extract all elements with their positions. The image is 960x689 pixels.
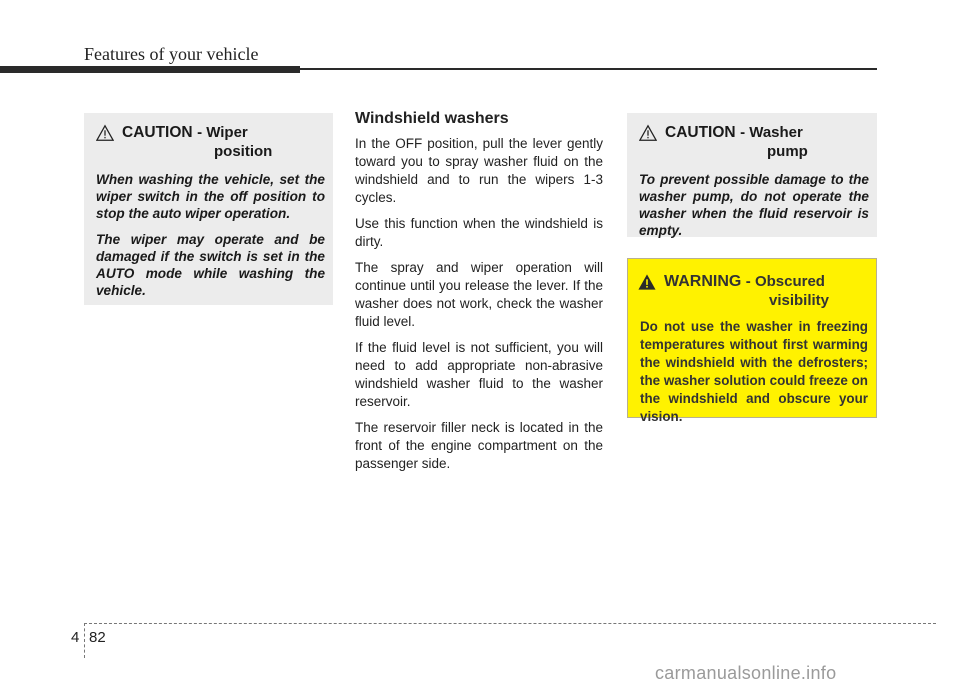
caution-pump-box [627, 113, 877, 237]
article-paragraph-3: The spray and wiper operation will continue until you release the lever. If the washer does not work, check the washer fluid level. [355, 260, 603, 329]
caution-triangle-icon [96, 124, 114, 142]
section-number: 4 [71, 629, 80, 646]
warning-heading [640, 272, 868, 310]
header-title: Features of your vehicle [84, 44, 259, 64]
caution-topic: - Washer [740, 124, 803, 141]
article-paragraph-5: The reservoir filler neck is located in the front of the engine compartment on the passenger side. [355, 420, 603, 471]
warning-paragraph: Do not use the washer in freezing temperatures without first warming the windshield with the defrosters; the washer solution could freeze on the windshield and obscure your vision. [640, 319, 868, 424]
caution-pump-heading [639, 123, 869, 161]
caution-topic-line2: position [214, 143, 273, 160]
header-rule-thin [300, 68, 877, 70]
footer-divider [84, 623, 85, 658]
warning-topic-line2: visibility [769, 292, 830, 309]
caution-topic: - Wiper [197, 124, 248, 141]
caution-pump-paragraph: To prevent possible damage to the washer pump, do not operate the washer when the fluid reservoir is empty. [639, 172, 869, 238]
caution-wiper-heading [96, 123, 325, 161]
page-number: 82 [89, 629, 106, 646]
caution-wiper-paragraph-2: The wiper may operate and be damaged if the switch is set in the AUTO mode while washing the vehicle. [96, 232, 325, 298]
watermark: carmanualsonline.info [655, 663, 837, 683]
header-rule-thick [0, 66, 300, 73]
warning-triangle-icon [638, 273, 656, 291]
caution-keyword: CAUTION [122, 124, 193, 141]
caution-wiper-box [84, 113, 333, 305]
header-rule [0, 66, 877, 73]
warning-visibility-box [627, 258, 877, 424]
windshield-washers-article [355, 135, 603, 481]
warning-topic: - Obscured [745, 273, 825, 290]
caution-keyword: CAUTION [665, 124, 736, 141]
article-paragraph-4: If the fluid level is not sufficient, you will need to add appropriate non-abrasive windshield washer fluid to the washer reservoir. [355, 340, 603, 409]
caution-topic-line2: pump [767, 143, 808, 160]
caution-wiper-paragraph-1: When washing the vehicle, set the wiper switch in the off position to stop the auto wiper operation. [96, 172, 325, 221]
section-title: Windshield washers [355, 110, 509, 127]
article-paragraph-2: Use this function when the windshield is dirty. [355, 216, 603, 249]
footer-rule [84, 623, 936, 624]
warning-keyword: WARNING [664, 273, 742, 290]
article-paragraph-1: In the OFF position, pull the lever gently toward you to spray washer fluid on the windshield and to run the wipers 1-3 cycles. [355, 136, 603, 205]
caution-triangle-icon [639, 124, 657, 142]
